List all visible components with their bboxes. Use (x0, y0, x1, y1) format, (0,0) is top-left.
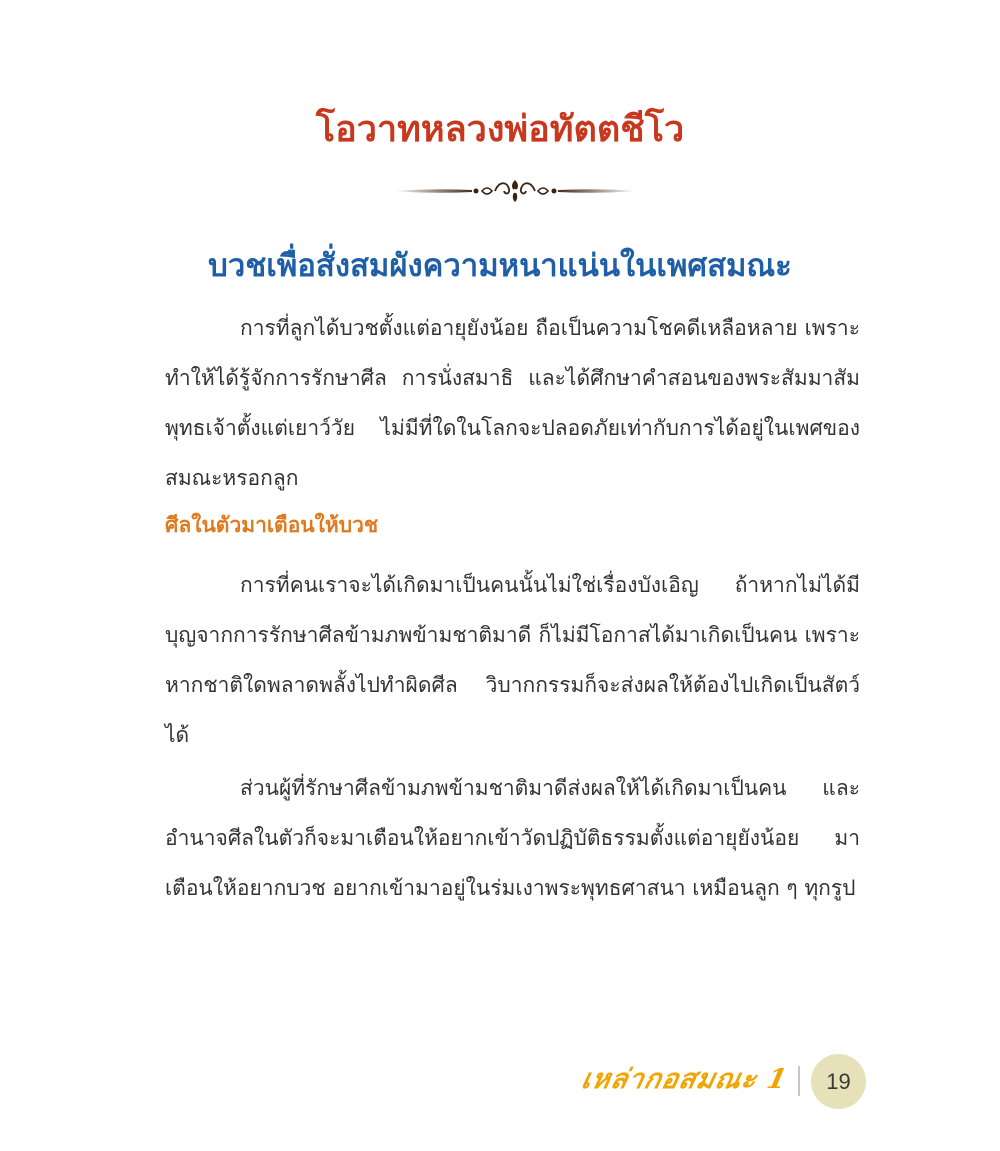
series-logo: เหล่ากอสมณะ 1 (578, 1064, 791, 1095)
page-number-badge: 19 (811, 1054, 866, 1109)
page-title: โอวาทหลวงพ่อทัตตชีโว (315, 109, 685, 150)
section-paragraph-1: การที่คนเราจะได้เกิดมาเป็นคนนั้นไม่ใช่เรื่องบังเอิญ ถ้าหากไม่ได้มีบุญจากการรักษาศีลข้ามภพข้ามชาติมาดี ก็ไม่มีโอกาสได้มาเกิดเป็นคน เพราะหากชาติใดพลาดพลั้งไปทำผิดศีล วิบากกรรมก็จะส่งผลให้ต้องไปเกิดเป็นสัตว์ได้ (165, 573, 860, 747)
intro-paragraph: การที่ลูกได้บวชตั้งแต่อายุยังน้อย ถือเป็นความโชคดีเหลือหลาย เพราะทำให้ได้รู้จักการรักษาศีล การนั่งสมาธิ และได้ศึกษาคำสอนของพระสัมมาสัมพุทธเจ้าตั้งแต่เยาว์วัย ไม่มีที่ใดในโลกจะปลอดภัยเท่ากับการได้อยู่ในเพศของสมณะหรอกลูก (165, 316, 860, 490)
scroll-ornament-icon (392, 176, 638, 206)
section-subtitle: บวชเพื่อสั่งสมผังความหนาแน่นในเพศสมณะ (208, 248, 792, 284)
section-heading: ศีลในตัวมาเตือนให้บวช (165, 513, 379, 537)
section-paragraph-2: ส่วนผู้ที่รักษาศีลข้ามภพข้ามชาติมาดีส่งผลให้ได้เกิดมาเป็นคน และอำนาจศีลในตัวก็จะมาเตือนให้อยากเข้าวัดปฏิบัติธรรมตั้งแต่อายุยังน้อย มาเตือนให้อยากบวช อยากเข้ามาอยู่ในร่มเงาพระพุทธศาสนา เหมือนลูก ๆ ทุกรูป (165, 776, 860, 900)
footer-divider (798, 1066, 800, 1096)
